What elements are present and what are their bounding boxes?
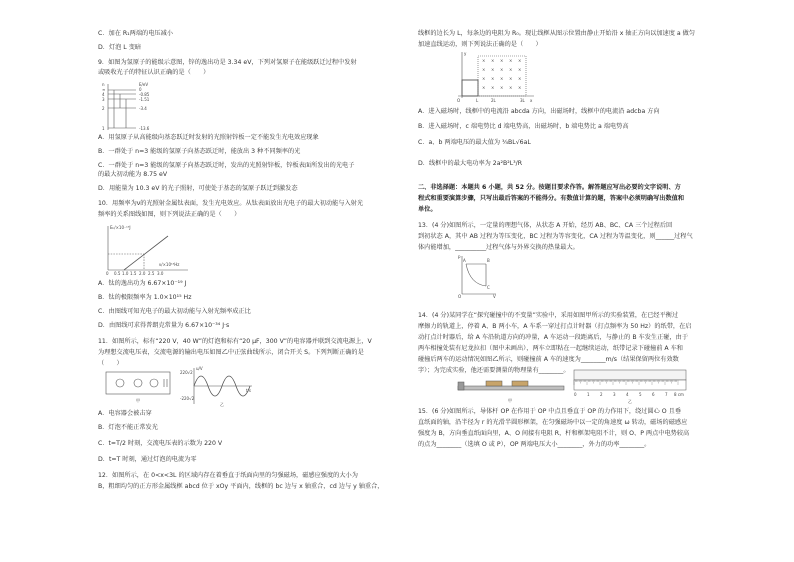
field-cross: ×: [482, 67, 486, 72]
field-cross: ×: [491, 76, 495, 81]
q13-line3: 体内能增加，__________过程气体与外界交换的热量最大。: [418, 244, 579, 251]
q8-option-c: C．加在 R₁两端的电压减小: [98, 30, 173, 37]
q14-line2: 摩擦力的轨道上，停着 A、B 两小车，A 车系一穿过打点计时器（打点频率为 50 Hz）的纸带，在启: [418, 323, 692, 330]
q11-stem-line3: （ ）: [98, 360, 123, 367]
q13-line1: 13．(4 分)如图所示，一定量的理想气体，从状态 A 开始，经历 AB、BC、CA 三个过程后回: [418, 222, 673, 229]
energy-label: -0.85: [139, 92, 150, 97]
q15-line3: 强度为 B，方向垂直纸面向里，A、O 间接有电阻 R，杆和框架电阻不计，则 O、P 两点中电势较高: [418, 430, 690, 437]
x-tick: 1.0: [122, 271, 129, 276]
q11-option-d: D．t=T 时刻，通过灯泡的电流为零: [98, 456, 197, 463]
field-cross: ×: [518, 76, 522, 81]
voltage-waveform: [180, 366, 260, 406]
energy-label: E/eV: [139, 82, 149, 87]
pv-label: V: [493, 294, 496, 299]
ruler-tape-figure: [572, 368, 690, 404]
track: [458, 386, 564, 390]
timer-icon: [458, 382, 464, 390]
section2-header-line2: 程式和重要演算步骤，只写出最后答案的不能得分。有数值计算的题，答案中必须明确写出数值和: [418, 195, 685, 202]
q11-stem-line2: 为理想交流电压表，交流电源的输出电压如图乙中正弦曲线所示，闭合开关 S。下列判断正确的是: [98, 349, 364, 356]
field-cross: ×: [491, 58, 495, 63]
axis-tick: 3L: [520, 98, 525, 103]
u-min-label: -220√2: [180, 396, 195, 401]
ruler-tick-label: 0: [574, 392, 577, 397]
level-label: 3: [102, 97, 105, 102]
field-cross: ×: [518, 85, 522, 90]
field-cross: ×: [518, 67, 522, 72]
y-axis-label: Eₖ/×10⁻¹⁹J: [110, 225, 131, 230]
pv-diagram: [458, 254, 498, 298]
lamp-icon: [150, 379, 158, 387]
ruler-tick-label: 2: [600, 392, 603, 397]
pv-label: C: [487, 285, 490, 290]
field-cross: ×: [491, 67, 495, 72]
x-tick: 2.5: [148, 271, 155, 276]
q11-option-b: B．灯泡不能正常发光: [98, 424, 158, 431]
q9-option-c-line1: C．一群处于 n=3 能级的氢原子向基态跃迁时，发出的光照射锌板，锌板表面所发出的光电子: [98, 162, 355, 169]
axis-label: x: [530, 98, 533, 103]
q8-option-d: D．灯泡 L 变暗: [98, 44, 142, 51]
q9-stem-line1: 9．如图为氢原子的能级示意图，锌的逸出功是 3.34 eV，下列对氢原子在能级跃迁过程中发射: [98, 59, 357, 66]
field-cross: ×: [509, 76, 513, 81]
level-label: 4: [102, 92, 105, 97]
q11-option-a: A．电容器会被击穿: [98, 410, 152, 417]
cart-b: [512, 381, 528, 386]
field-cross: ×: [482, 85, 486, 90]
section2-header-line3: 单位。: [418, 206, 437, 213]
pv-label: B: [487, 258, 490, 263]
q10-option-b: B．钛的极限频率为 1.0×10¹⁵ Hz: [98, 294, 192, 301]
field-cross: ×: [500, 76, 504, 81]
magnetic-field-figure: [454, 50, 536, 102]
field-cross: ×: [500, 67, 504, 72]
q14-line4: 两车相撞处装有尼龙拉扣（图中未画出），两车立即粘在一起继续运动，纸带记录下碰撞前 A 车和: [418, 345, 683, 352]
axis-tick: L: [476, 98, 479, 103]
process-ca: [466, 264, 486, 286]
level-label: 1: [102, 126, 105, 131]
x-tick: 2.0: [139, 271, 146, 276]
cart-a: [486, 381, 502, 386]
t-axis-label: t/s: [246, 388, 251, 393]
q11-stem-line1: 11．如图所示，标有“220 V，40 W”的灯泡和标有“20 μF，300 V”的电容器并联到交流电源上，V: [98, 338, 372, 345]
ruler-tick-label: 6: [652, 392, 655, 397]
q13-line2: 到初状态 A，其中 AB 过程为等压变化，BC 过程为等容变化，CA 过程为等温变化，则______过程气: [418, 233, 693, 240]
circuit-loop: [106, 372, 170, 394]
q12-option-a: A．进入磁场时，线框中的电流沿 abcda 方向，出磁场时，线框中的电流沿 adcba 方向: [418, 108, 660, 115]
q14-line3: 动打点计时器后，给 A 车沿轨道方向的冲量，A 车运动一段距离后，与静止的 B 车发生正碰，由于: [418, 334, 689, 341]
paper-tape: [574, 370, 686, 380]
q14-line6: 字）；为完成实验，他还需要测量的物理量有________。: [418, 367, 570, 374]
wire-frame-abcd: [462, 80, 478, 96]
q11-option-c: C．t=T/2 时刻，交流电压表的示数为 220 V: [98, 440, 223, 447]
cart-track-figure: [456, 372, 568, 404]
q12-cont-line1: 线框的边长为 L，每条边的电阻为 R₀。现让线框从图示位置由静止开始沿 x 轴正方向以加速度 a 做匀: [418, 30, 695, 37]
level-label: 2: [102, 106, 105, 111]
q12-option-b: B．进入磁场时，c 端电势比 d 端电势高，出磁场时，b 端电势比 a 端电势高: [418, 123, 629, 130]
field-cross: ×: [509, 58, 513, 63]
axis-label: y: [464, 51, 467, 56]
circuit-diagram: [102, 368, 182, 404]
q15-line1: 15．(6 分)如图所示，导体杆 OP 在作用于 OP 中点且垂直于 OP 的力作用下，绕过圆心 O 且垂: [418, 408, 682, 415]
q10-stem-line2: 频率的关系图线如图，则下列说法正确的是（ ）: [98, 211, 241, 218]
q9-option-d: D．用能量为 10.3 eV 的光子照射，可使处于基态的氢原子跃迁到激发态: [98, 185, 298, 192]
field-cross: ×: [509, 85, 513, 90]
level-label: n: [102, 82, 105, 87]
field-cross: ×: [509, 67, 513, 72]
axis-tick: 2L: [491, 98, 496, 103]
energy-label: -3.4: [139, 106, 147, 111]
ruler-tick-label: 7: [665, 392, 668, 397]
ruler-tick-label: 3: [613, 392, 616, 397]
energy-level-diagram: [102, 82, 162, 132]
energy-label: -13.6: [139, 126, 150, 131]
section2-header-line1: 二、非选择题：本题共 6 小题，共 52 分。按题目要求作答。解答题应写出必要的文字说明、方: [418, 184, 681, 191]
q14-line5: 碰撞后两车的运动情况如图乙所示，则碰撞前 A 车的速度为________m/s（结果保留两位有效数: [418, 356, 679, 363]
q9-option-a: A．用氢原子从高能级向基态跃迁时发射的光照射锌板一定不能发生光电效应现象: [98, 134, 319, 141]
field-cross: ×: [491, 85, 495, 90]
x-axis-label: ν/×10¹⁵Hz: [159, 262, 180, 267]
fig-caption: 乙: [220, 402, 224, 407]
q12-option-d: D．线框中的最大电功率为 2a²B²L³/R: [418, 160, 523, 167]
q10-stem-line1: 10．用频率为ν的光照射金属钛表面，发生光电效应。从钛表面放出光电子的最大初动能与入射光: [98, 200, 364, 207]
field-cross: ×: [482, 58, 486, 63]
q10-option-a: A．钛的逸出功为 6.67×10⁻¹⁹ J: [98, 280, 187, 287]
pv-label: A: [463, 258, 466, 263]
pv-label: O: [458, 294, 462, 299]
ruler-tick-label: 5: [639, 392, 642, 397]
fig-caption: 甲: [136, 398, 140, 403]
q15-line2: 直纸面的轴，沿半径为 r 的光滑半圆形框架，在匀强磁场中以一定的角速度 ω 转动，磁场的磁感应: [418, 419, 688, 426]
pv-label: p: [458, 254, 461, 259]
x-tick: 0: [106, 271, 109, 276]
q14-line1: 14．(4 分)某同学在“探究碰撞中的不变量”实验中，采用如图甲所示的实验装置，在已经平衡过: [418, 312, 679, 319]
q9-stem-line2: 或吸收光子的特征认识正确的是（ ）: [98, 69, 210, 76]
q10-option-d: D．由图线可求得普朗克常量为 6.67×10⁻³⁴ J·s: [98, 322, 230, 329]
q15-line4: 的点为________（选填 O 或 P），OP 两端电压大小________，外力的功率________。: [418, 441, 651, 448]
ac-source-icon: [116, 379, 124, 387]
q10-option-c: C．由图线可知光电子的最大初动能与入射光频率成正比: [98, 308, 251, 315]
axis-tick: O: [457, 98, 461, 103]
fig-caption: 乙: [628, 399, 632, 404]
ruler-tick-label: 8 cm: [674, 392, 684, 397]
level-label: ∞: [102, 87, 106, 92]
field-cross: ×: [500, 58, 504, 63]
x-tick: 0.5: [114, 271, 121, 276]
q12-stem-line1: 12．如图所示，在 0<x<3L 的区域内存在着垂直于纸面向里的匀强磁场，磁感应强度的大小为: [98, 472, 358, 479]
energy-label: 0: [139, 87, 142, 92]
energy-label: -1.51: [139, 97, 150, 102]
ruler-tick-label: 1: [587, 392, 590, 397]
q12-stem-line2: B，粗细均匀的正方形金属线框 abcd 位于 xOy 平面内，线框的 bc 边与 x 轴重合，cd 边与 y 轴重合，: [98, 483, 384, 490]
field-cross: ×: [482, 76, 486, 81]
fig-caption: 甲: [508, 398, 512, 403]
field-cross: ×: [518, 58, 522, 63]
x-tick: 3.0: [157, 271, 164, 276]
field-cross-marks: [482, 58, 521, 90]
q12-cont-line2: 加速直线运动，则下列说法正确的是（ ）: [418, 41, 542, 48]
u-axis-label: u/V: [196, 366, 203, 371]
photoelectric-graph: [104, 224, 194, 276]
u-max-label: 220√2: [180, 370, 193, 375]
ruler-tick-label: 4: [626, 392, 629, 397]
q9-option-c-line2: 的最大初动能为 8.75 eV: [98, 171, 168, 178]
field-cross: ×: [500, 85, 504, 90]
x-tick: 1.5: [130, 271, 137, 276]
q12-option-c: C．a、b 两端电压的最大值为 ¾BL√6aL: [418, 139, 531, 146]
q9-option-b: B．一群处于 n=3 能级的氢原子向基态跃迁时，能放出 3 种不同频率的光: [98, 148, 301, 155]
voltmeter-icon: [134, 379, 142, 387]
